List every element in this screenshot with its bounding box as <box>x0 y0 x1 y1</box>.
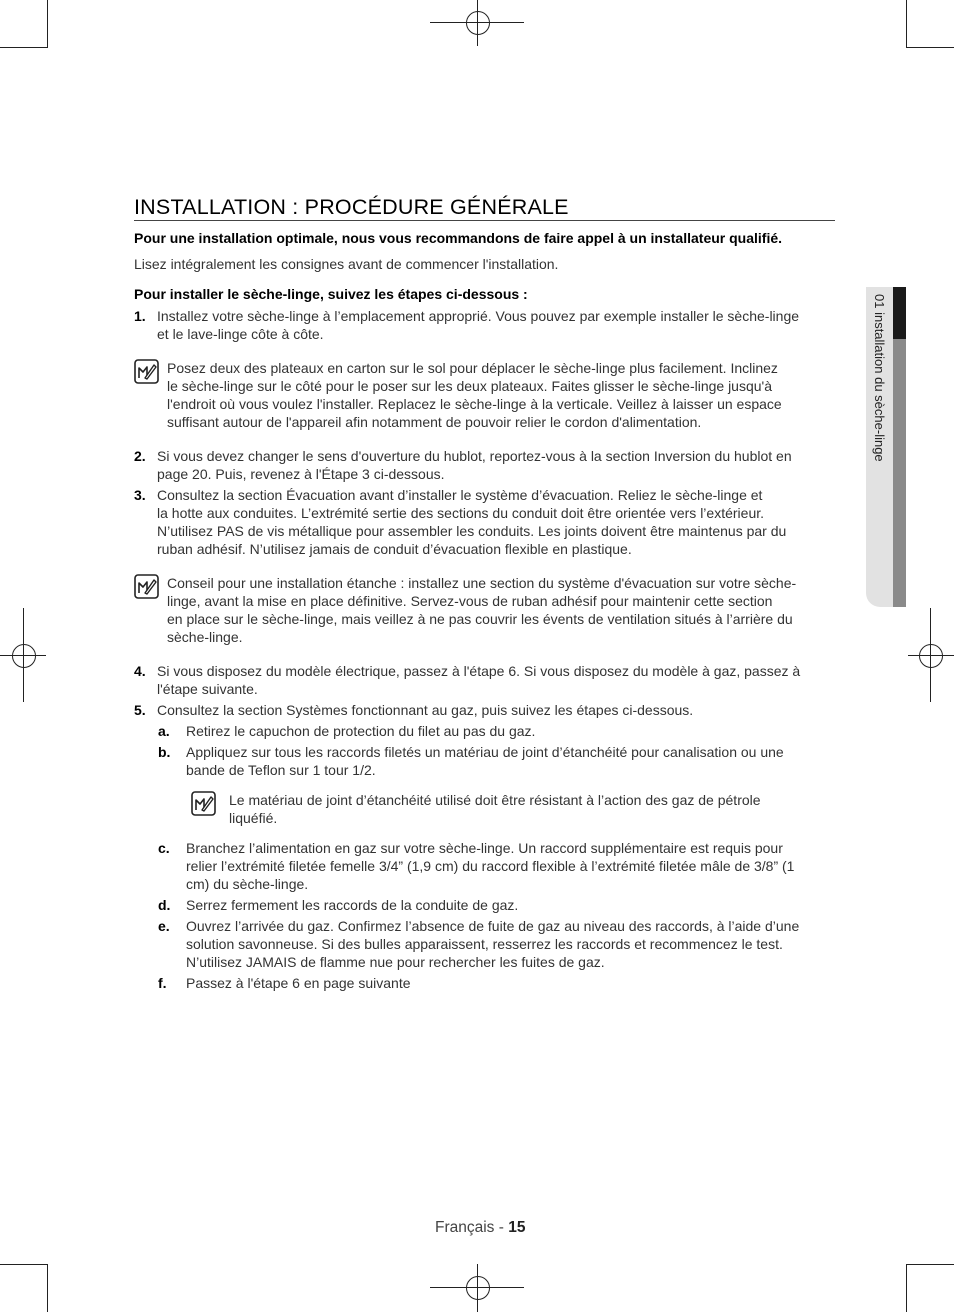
note-pencil-icon <box>134 574 159 599</box>
crop-mark <box>906 0 907 48</box>
step-number: 4. <box>134 663 146 679</box>
substep-letter: e. <box>158 918 170 934</box>
note-2 <box>134 574 835 646</box>
step-number: 5. <box>134 702 146 718</box>
step-line: N’utilisez PAS de vis métallique pour assembler les conduits. Les joints doivent être maintenus par du <box>157 523 787 539</box>
note-3 <box>134 791 835 827</box>
page-content <box>134 194 835 995</box>
footer-language: Français - <box>435 1219 509 1236</box>
side-tab-marker <box>893 287 906 339</box>
note-line: Conseil pour une installation étanche : installez une section du système d'évacuation sur votre sèche- <box>167 575 797 591</box>
crop-mark <box>906 47 954 48</box>
substep-letter: b. <box>158 744 171 760</box>
crop-mark <box>906 1264 907 1312</box>
step-line: et le lave-linge côte à côte. <box>157 326 324 342</box>
note-line: suffisant autour de l'appareil afin notamment de pouvoir relier le cordon d'alimentation. <box>167 414 702 430</box>
page-footer <box>435 1219 525 1237</box>
note-line: linge, avant la mise en place définitive. Servez-vous de ruban adhésif pour maintenir cette section <box>167 593 773 609</box>
substep-d <box>134 896 835 914</box>
note-line: le sèche-linge sur le côté pour le poser sur les deux plateaux. Faites glisser le sèche-linge jusqu'à <box>167 378 773 394</box>
substep-line: N’utilisez JAMAIS de flamme nue pour rechercher les fuites de gaz. <box>186 954 605 970</box>
substep-letter: f. <box>158 975 167 991</box>
note-line: en place sur le sèche-linge, mais veillez à ne pas couvrir les évents de ventilation situés à l’arrière du <box>167 611 793 627</box>
substep-line: Passez à l'étape 6 en page suivante <box>186 975 411 991</box>
step-1 <box>134 307 835 343</box>
step-line: Consultez la section Systèmes fonctionnant au gaz, puis suivez les étapes ci-dessous. <box>157 702 694 718</box>
substep-b <box>134 743 835 779</box>
step-3 <box>134 486 835 558</box>
step-line: la hotte aux conduites. L’extrémité sertie des sections du conduit doit être orientée vers l’extérieur. <box>157 505 765 521</box>
substep-line: bande de Teflon sur 1 tour 1/2. <box>186 762 376 778</box>
substep-line: cm) du sèche-linge. <box>186 876 309 892</box>
step-line: Si vous disposez du modèle électrique, passez à l'étape 6. Si vous disposez du modèle à gaz, passez à <box>157 663 801 679</box>
substep-f <box>134 974 835 992</box>
substep-line: solution savonneuse. Si des bulles apparaissent, resserrez les raccords et recommencez le test. <box>186 936 783 952</box>
crop-mark <box>0 47 48 48</box>
crop-mark <box>47 1264 48 1312</box>
note-line: l'endroit où vous voulez l'installer. Replacez le sèche-linge à la verticale. Veillez à laisser un espace <box>167 396 782 412</box>
step-4 <box>134 662 835 698</box>
substep-letter: a. <box>158 723 170 739</box>
step-number: 2. <box>134 448 146 464</box>
step-number: 1. <box>134 308 146 324</box>
note-line: liquéfié. <box>229 810 278 826</box>
registration-circle <box>919 644 943 668</box>
intro-bold: Pour une installation optimale, nous vous recommandons de faire appel à un installateur qualifié. <box>134 230 783 246</box>
step-line: l'étape suivante. <box>157 681 258 697</box>
registration-circle <box>466 1276 490 1300</box>
crop-mark <box>47 0 48 48</box>
substep-c <box>134 839 835 893</box>
page-number: 15 <box>508 1219 526 1236</box>
step-2 <box>134 447 835 483</box>
substep-letter: d. <box>158 897 171 913</box>
step-number: 3. <box>134 487 146 503</box>
note-1 <box>134 359 835 431</box>
crop-mark <box>0 1264 48 1265</box>
title-divider <box>134 220 835 221</box>
substep-line: Branchez l’alimentation en gaz sur votre sèche-linge. Un raccord supplémentaire est requis pour <box>186 840 783 856</box>
intro-text: Lisez intégralement les consignes avant de commencer l'installation. <box>134 256 559 272</box>
substep-a <box>134 722 835 740</box>
step-line: Installez votre sèche-linge à l’emplacement approprié. Vous pouvez par exemple installer le sèche-linge <box>157 308 800 324</box>
substep-e <box>134 917 835 971</box>
step-5 <box>134 701 835 719</box>
note-pencil-icon <box>134 359 159 384</box>
steps-lead: Pour installer le sèche-linge, suivez les étapes ci-dessous : <box>134 286 528 302</box>
page-title: INSTALLATION : PROCÉDURE GÉNÉRALE <box>134 195 569 219</box>
substep-line: relier l’extrémité filetée femelle 3/4” (1,9 cm) du raccord flexible à l’extrémité filetée mâle de 3/8” (1 <box>186 858 795 874</box>
substep-letter: c. <box>158 840 170 856</box>
substep-line: Appliquez sur tous les raccords filetés un matériau de joint d’étanchéité pour canalisation ou une <box>186 744 784 760</box>
substep-line: Ouvrez l’arrivée du gaz. Confirmez l’absence de fuite de gaz au niveau des raccords, à l’aide d’une <box>186 918 800 934</box>
note-line: Le matériau de joint d’étanchéité utilisé doit être résistant à l’action des gaz de pétrole <box>229 792 761 808</box>
side-tab-label: 01 installation du sèche-linge <box>872 294 887 462</box>
crop-mark <box>906 1264 954 1265</box>
note-pencil-icon <box>191 791 216 816</box>
step-line: page 20. Puis, revenez à l'Étape 3 ci-dessous. <box>157 466 445 482</box>
registration-circle <box>12 644 36 668</box>
note-line: sèche-linge. <box>167 629 243 645</box>
substep-line: Serrez fermement les raccords de la conduite de gaz. <box>186 897 519 913</box>
note-line: Posez deux des plateaux en carton sur le sol pour déplacer le sèche-linge plus facilement. Inclinez <box>167 360 778 376</box>
step-line: ruban adhésif. N’utilisez jamais de conduit d’évacuation flexible en plastique. <box>157 541 632 557</box>
registration-circle <box>466 11 490 35</box>
side-tab-bar <box>893 339 906 607</box>
substep-line: Retirez le capuchon de protection du filet au pas du gaz. <box>186 723 536 739</box>
step-line: Si vous devez changer le sens d'ouverture du hublot, reportez-vous à la section Inversion du hublot en <box>157 448 792 464</box>
step-line: Consultez la section Évacuation avant d’installer le système d’évacuation. Reliez le sèche-linge et <box>157 487 763 503</box>
